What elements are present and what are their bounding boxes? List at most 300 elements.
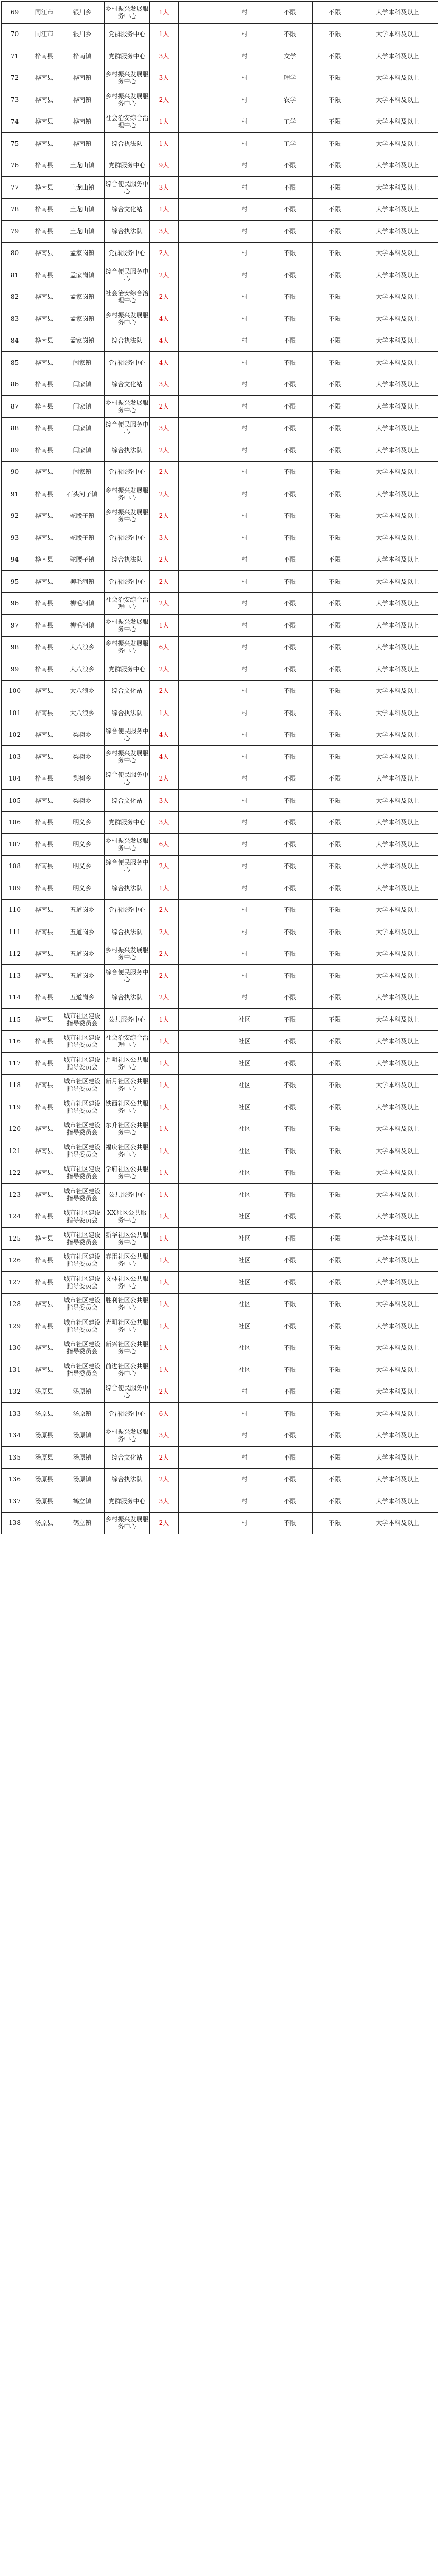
- other-requirement: 不限: [313, 111, 357, 133]
- major-requirement: 不限: [267, 1118, 313, 1140]
- town-name: 城市社区建设指导委员会: [60, 1315, 105, 1337]
- blank-cell: [179, 1512, 222, 1534]
- assignment-type: 社区: [222, 1206, 267, 1228]
- other-requirement: 不限: [313, 549, 357, 571]
- town-name: 城市社区建设指导委员会: [60, 1030, 105, 1053]
- blank-cell: [179, 1228, 222, 1250]
- other-requirement: 不限: [313, 1490, 357, 1513]
- table-row: [2, 2, 438, 24]
- headcount: 2人: [150, 1512, 179, 1534]
- town-name: 城市社区建设指导委员会: [60, 1228, 105, 1250]
- assignment-type: 村: [222, 636, 267, 658]
- unit-name: 党群服务中心: [105, 155, 150, 177]
- education-requirement: 大学本科及以上: [357, 308, 438, 330]
- seq-number: 122: [2, 1162, 28, 1184]
- town-name: 土龙山镇: [60, 177, 105, 199]
- assignment-type: 村: [222, 1512, 267, 1534]
- other-requirement: 不限: [313, 483, 357, 505]
- other-requirement: 不限: [313, 855, 357, 877]
- headcount: 3人: [150, 527, 179, 549]
- unit-name: 社会治安综合治理中心: [105, 1030, 150, 1053]
- unit-name: 乡村振兴发展服务中心: [105, 2, 150, 24]
- assignment-type: 社区: [222, 1074, 267, 1096]
- town-name: 鹤立镇: [60, 1490, 105, 1513]
- headcount: 1人: [150, 1140, 179, 1162]
- blank-cell: [179, 483, 222, 505]
- table-row: [2, 1184, 438, 1206]
- seq-number: 102: [2, 724, 28, 746]
- unit-name: 党群服务中心: [105, 899, 150, 921]
- seq-number: 125: [2, 1228, 28, 1250]
- table-row: [2, 746, 438, 768]
- other-requirement: 不限: [313, 921, 357, 943]
- county-name: 桦南县: [28, 417, 60, 439]
- blank-cell: [179, 877, 222, 900]
- blank-cell: [179, 790, 222, 812]
- blank-cell: [179, 133, 222, 155]
- seq-number: 101: [2, 702, 28, 724]
- seq-number: 73: [2, 89, 28, 111]
- seq-number: 99: [2, 658, 28, 681]
- blank-cell: [179, 834, 222, 856]
- major-requirement: 不限: [267, 1468, 313, 1490]
- seq-number: 104: [2, 768, 28, 790]
- education-requirement: 大学本科及以上: [357, 855, 438, 877]
- town-name: 明义乡: [60, 855, 105, 877]
- blank-cell: [179, 1403, 222, 1425]
- blank-cell: [179, 549, 222, 571]
- county-name: 桦南县: [28, 1293, 60, 1315]
- other-requirement: 不限: [313, 67, 357, 89]
- table-row: [2, 242, 438, 264]
- headcount: 1人: [150, 1096, 179, 1118]
- county-name: 桦南县: [28, 1184, 60, 1206]
- assignment-type: 村: [222, 658, 267, 681]
- town-name: 城市社区建设指导委员会: [60, 1272, 105, 1294]
- other-requirement: 不限: [313, 1140, 357, 1162]
- assignment-type: 社区: [222, 1184, 267, 1206]
- county-name: 桦南县: [28, 396, 60, 418]
- seq-number: 106: [2, 811, 28, 834]
- seq-number: 114: [2, 987, 28, 1009]
- county-name: 桦南县: [28, 1030, 60, 1053]
- assignment-type: 社区: [222, 1293, 267, 1315]
- table-row: [2, 636, 438, 658]
- seq-number: 75: [2, 133, 28, 155]
- town-name: 城市社区建设指导委员会: [60, 1206, 105, 1228]
- unit-name: 乡村振兴发展服务中心: [105, 483, 150, 505]
- education-requirement: 大学本科及以上: [357, 286, 438, 308]
- county-name: 桦南县: [28, 352, 60, 374]
- county-name: 桦南县: [28, 461, 60, 483]
- blank-cell: [179, 1074, 222, 1096]
- headcount: 3人: [150, 811, 179, 834]
- headcount: 6人: [150, 834, 179, 856]
- blank-cell: [179, 1030, 222, 1053]
- unit-name: 综合便民服务中心: [105, 264, 150, 286]
- assignment-type: 村: [222, 242, 267, 264]
- headcount: 2人: [150, 658, 179, 681]
- seq-number: 72: [2, 67, 28, 89]
- county-name: 桦南县: [28, 527, 60, 549]
- major-requirement: 不限: [267, 1184, 313, 1206]
- town-name: 汤原镇: [60, 1403, 105, 1425]
- seq-number: 93: [2, 527, 28, 549]
- headcount: 1人: [150, 1315, 179, 1337]
- major-requirement: 不限: [267, 198, 313, 221]
- town-name: 五道岗乡: [60, 921, 105, 943]
- headcount: 9人: [150, 155, 179, 177]
- seq-number: 117: [2, 1053, 28, 1075]
- other-requirement: 不限: [313, 658, 357, 681]
- town-name: 鹤立镇: [60, 1512, 105, 1534]
- table-row: [2, 1272, 438, 1294]
- other-requirement: 不限: [313, 133, 357, 155]
- town-name: 明义乡: [60, 811, 105, 834]
- other-requirement: 不限: [313, 724, 357, 746]
- table-row: [2, 417, 438, 439]
- major-requirement: 不限: [267, 330, 313, 352]
- headcount: 1人: [150, 615, 179, 637]
- town-name: 土龙山镇: [60, 198, 105, 221]
- unit-name: 综合执法队: [105, 133, 150, 155]
- table-row: [2, 308, 438, 330]
- table-row: [2, 1425, 438, 1447]
- table-row: [2, 1096, 438, 1118]
- major-requirement: 不限: [267, 1359, 313, 1381]
- assignment-type: 村: [222, 592, 267, 615]
- table-row: [2, 155, 438, 177]
- major-requirement: 不限: [267, 2, 313, 24]
- table-row: [2, 23, 438, 45]
- blank-cell: [179, 768, 222, 790]
- town-name: 闫家镇: [60, 439, 105, 462]
- town-name: 石头河子镇: [60, 483, 105, 505]
- county-name: 桦南县: [28, 1096, 60, 1118]
- other-requirement: 不限: [313, 396, 357, 418]
- headcount: 1人: [150, 1184, 179, 1206]
- county-name: 桦南县: [28, 877, 60, 900]
- unit-name: 乡村振兴发展服务中心: [105, 834, 150, 856]
- unit-name: 新华社区公共服务中心: [105, 1228, 150, 1250]
- headcount: 1人: [150, 1162, 179, 1184]
- town-name: 闫家镇: [60, 396, 105, 418]
- headcount: 2人: [150, 1381, 179, 1403]
- table-row: [2, 67, 438, 89]
- county-name: 桦南县: [28, 834, 60, 856]
- assignment-type: 村: [222, 111, 267, 133]
- assignment-type: 社区: [222, 1053, 267, 1075]
- town-name: 汤原镇: [60, 1468, 105, 1490]
- table-row: [2, 811, 438, 834]
- table-row: [2, 1403, 438, 1425]
- other-requirement: 不限: [313, 636, 357, 658]
- major-requirement: 不限: [267, 242, 313, 264]
- table-row: [2, 1206, 438, 1228]
- other-requirement: 不限: [313, 790, 357, 812]
- unit-name: 综合文化站: [105, 374, 150, 396]
- seq-number: 79: [2, 221, 28, 243]
- town-name: 汤原镇: [60, 1447, 105, 1469]
- education-requirement: 大学本科及以上: [357, 483, 438, 505]
- town-name: 五道岗乡: [60, 899, 105, 921]
- major-requirement: 不限: [267, 1096, 313, 1118]
- assignment-type: 村: [222, 330, 267, 352]
- education-requirement: 大学本科及以上: [357, 505, 438, 527]
- seq-number: 97: [2, 615, 28, 637]
- education-requirement: 大学本科及以上: [357, 177, 438, 199]
- unit-name: 乡村振兴发展服务中心: [105, 615, 150, 637]
- headcount: 1人: [150, 198, 179, 221]
- assignment-type: 村: [222, 505, 267, 527]
- headcount: 2人: [150, 1468, 179, 1490]
- table-row: [2, 834, 438, 856]
- assignment-type: 社区: [222, 1272, 267, 1294]
- major-requirement: 不限: [267, 549, 313, 571]
- education-requirement: 大学本科及以上: [357, 242, 438, 264]
- assignment-type: 村: [222, 1381, 267, 1403]
- seq-number: 90: [2, 461, 28, 483]
- table-row: [2, 286, 438, 308]
- county-name: 同江市: [28, 23, 60, 45]
- headcount: 1人: [150, 23, 179, 45]
- town-name: 大八浪乡: [60, 658, 105, 681]
- headcount: 2人: [150, 1447, 179, 1469]
- headcount: 2人: [150, 592, 179, 615]
- table-row: [2, 1249, 438, 1272]
- blank-cell: [179, 155, 222, 177]
- other-requirement: 不限: [313, 943, 357, 965]
- seq-number: 109: [2, 877, 28, 900]
- assignment-type: 村: [222, 724, 267, 746]
- table-row: [2, 615, 438, 637]
- county-name: 桦南县: [28, 1162, 60, 1184]
- education-requirement: 大学本科及以上: [357, 417, 438, 439]
- major-requirement: 不限: [267, 286, 313, 308]
- unit-name: 综合执法队: [105, 877, 150, 900]
- major-requirement: 不限: [267, 702, 313, 724]
- major-requirement: 理学: [267, 67, 313, 89]
- unit-name: 胜利社区公共服务中心: [105, 1293, 150, 1315]
- assignment-type: 村: [222, 2, 267, 24]
- blank-cell: [179, 899, 222, 921]
- headcount: 3人: [150, 177, 179, 199]
- major-requirement: 不限: [267, 592, 313, 615]
- other-requirement: 不限: [313, 1249, 357, 1272]
- blank-cell: [179, 242, 222, 264]
- county-name: 汤原县: [28, 1381, 60, 1403]
- blank-cell: [179, 330, 222, 352]
- table-row: [2, 877, 438, 900]
- county-name: 桦南县: [28, 592, 60, 615]
- headcount: 6人: [150, 636, 179, 658]
- seq-number: 119: [2, 1096, 28, 1118]
- education-requirement: 大学本科及以上: [357, 527, 438, 549]
- education-requirement: 大学本科及以上: [357, 636, 438, 658]
- table-row: [2, 352, 438, 374]
- education-requirement: 大学本科及以上: [357, 1249, 438, 1272]
- major-requirement: 不限: [267, 1293, 313, 1315]
- recruitment-table: [1, 1, 438, 1534]
- other-requirement: 不限: [313, 1512, 357, 1534]
- education-requirement: 大学本科及以上: [357, 1228, 438, 1250]
- table-row: [2, 1337, 438, 1359]
- headcount: 1人: [150, 1030, 179, 1053]
- county-name: 桦南县: [28, 899, 60, 921]
- table-row: [2, 855, 438, 877]
- education-requirement: 大学本科及以上: [357, 1490, 438, 1513]
- headcount: 2人: [150, 965, 179, 987]
- other-requirement: 不限: [313, 1381, 357, 1403]
- county-name: 桦南县: [28, 965, 60, 987]
- county-name: 桦南县: [28, 702, 60, 724]
- education-requirement: 大学本科及以上: [357, 45, 438, 67]
- other-requirement: 不限: [313, 45, 357, 67]
- county-name: 桦南县: [28, 987, 60, 1009]
- headcount: 2人: [150, 264, 179, 286]
- major-requirement: 不限: [267, 505, 313, 527]
- other-requirement: 不限: [313, 987, 357, 1009]
- county-name: 桦南县: [28, 264, 60, 286]
- blank-cell: [179, 505, 222, 527]
- seq-number: 69: [2, 2, 28, 24]
- major-requirement: 不限: [267, 352, 313, 374]
- education-requirement: 大学本科及以上: [357, 67, 438, 89]
- county-name: 桦南县: [28, 198, 60, 221]
- headcount: 1人: [150, 1074, 179, 1096]
- other-requirement: 不限: [313, 1074, 357, 1096]
- county-name: 桦南县: [28, 549, 60, 571]
- seq-number: 95: [2, 571, 28, 593]
- education-requirement: 大学本科及以上: [357, 592, 438, 615]
- seq-number: 84: [2, 330, 28, 352]
- county-name: 汤原县: [28, 1512, 60, 1534]
- other-requirement: 不限: [313, 571, 357, 593]
- education-requirement: 大学本科及以上: [357, 811, 438, 834]
- table-row: [2, 724, 438, 746]
- major-requirement: 文学: [267, 45, 313, 67]
- county-name: 桦南县: [28, 571, 60, 593]
- assignment-type: 村: [222, 899, 267, 921]
- unit-name: 综合文化站: [105, 680, 150, 702]
- education-requirement: 大学本科及以上: [357, 439, 438, 462]
- headcount: 4人: [150, 330, 179, 352]
- town-name: 城市社区建设指导委员会: [60, 1359, 105, 1381]
- assignment-type: 村: [222, 943, 267, 965]
- seq-number: 78: [2, 198, 28, 221]
- major-requirement: 不限: [267, 483, 313, 505]
- assignment-type: 村: [222, 1468, 267, 1490]
- table-row: [2, 1293, 438, 1315]
- county-name: 桦南县: [28, 746, 60, 768]
- seq-number: 126: [2, 1249, 28, 1272]
- town-name: 大八浪乡: [60, 702, 105, 724]
- unit-name: 综合执法队: [105, 1468, 150, 1490]
- other-requirement: 不限: [313, 505, 357, 527]
- other-requirement: 不限: [313, 877, 357, 900]
- major-requirement: 不限: [267, 1249, 313, 1272]
- education-requirement: 大学本科及以上: [357, 943, 438, 965]
- major-requirement: 不限: [267, 615, 313, 637]
- seq-number: 70: [2, 23, 28, 45]
- assignment-type: 村: [222, 987, 267, 1009]
- seq-number: 110: [2, 899, 28, 921]
- table-row: [2, 461, 438, 483]
- major-requirement: 不限: [267, 461, 313, 483]
- headcount: 1人: [150, 1118, 179, 1140]
- major-requirement: 不限: [267, 811, 313, 834]
- seq-number: 88: [2, 417, 28, 439]
- other-requirement: 不限: [313, 1447, 357, 1469]
- county-name: 汤原县: [28, 1447, 60, 1469]
- other-requirement: 不限: [313, 286, 357, 308]
- town-name: 桦南镇: [60, 67, 105, 89]
- unit-name: 党群服务中心: [105, 1403, 150, 1425]
- town-name: 孟家岗镇: [60, 264, 105, 286]
- unit-name: 党群服务中心: [105, 23, 150, 45]
- assignment-type: 村: [222, 1403, 267, 1425]
- major-requirement: 不限: [267, 1337, 313, 1359]
- table-row: [2, 177, 438, 199]
- seq-number: 107: [2, 834, 28, 856]
- seq-number: 120: [2, 1118, 28, 1140]
- blank-cell: [179, 965, 222, 987]
- assignment-type: 村: [222, 680, 267, 702]
- county-name: 桦南县: [28, 1359, 60, 1381]
- blank-cell: [179, 1447, 222, 1469]
- unit-name: 学府社区公共服务中心: [105, 1162, 150, 1184]
- other-requirement: 不限: [313, 461, 357, 483]
- education-requirement: 大学本科及以上: [357, 1206, 438, 1228]
- table-row: [2, 1228, 438, 1250]
- unit-name: 社会治安综合治理中心: [105, 286, 150, 308]
- education-requirement: 大学本科及以上: [357, 89, 438, 111]
- unit-name: 东升社区公共服务中心: [105, 1118, 150, 1140]
- major-requirement: 不限: [267, 1315, 313, 1337]
- assignment-type: 村: [222, 855, 267, 877]
- seq-number: 76: [2, 155, 28, 177]
- town-name: 梨树乡: [60, 724, 105, 746]
- town-name: 汤原镇: [60, 1381, 105, 1403]
- unit-name: 乡村振兴发展服务中心: [105, 1512, 150, 1534]
- assignment-type: 村: [222, 921, 267, 943]
- education-requirement: 大学本科及以上: [357, 1118, 438, 1140]
- education-requirement: 大学本科及以上: [357, 1315, 438, 1337]
- town-name: 城市社区建设指导委员会: [60, 1140, 105, 1162]
- education-requirement: 大学本科及以上: [357, 1140, 438, 1162]
- other-requirement: 不限: [313, 2, 357, 24]
- headcount: 1人: [150, 1009, 179, 1031]
- major-requirement: 不限: [267, 768, 313, 790]
- seq-number: 100: [2, 680, 28, 702]
- table-row: [2, 571, 438, 593]
- blank-cell: [179, 396, 222, 418]
- blank-cell: [179, 1009, 222, 1031]
- education-requirement: 大学本科及以上: [357, 396, 438, 418]
- major-requirement: 不限: [267, 439, 313, 462]
- table-row: [2, 1074, 438, 1096]
- headcount: 1人: [150, 1337, 179, 1359]
- other-requirement: 不限: [313, 155, 357, 177]
- assignment-type: 村: [222, 549, 267, 571]
- blank-cell: [179, 198, 222, 221]
- blank-cell: [179, 855, 222, 877]
- education-requirement: 大学本科及以上: [357, 615, 438, 637]
- education-requirement: 大学本科及以上: [357, 2, 438, 24]
- blank-cell: [179, 1249, 222, 1272]
- blank-cell: [179, 680, 222, 702]
- table-row: [2, 89, 438, 111]
